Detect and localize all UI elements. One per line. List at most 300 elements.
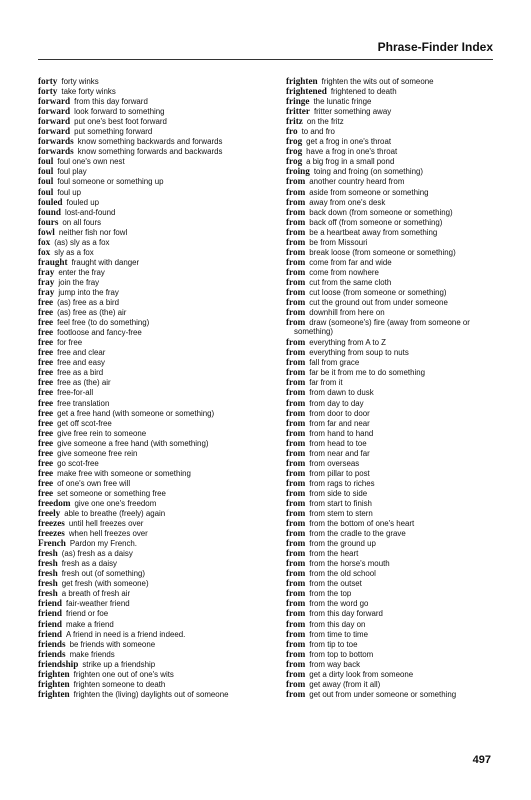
index-phrase: (as) fresh as a daisy [61, 549, 133, 559]
index-entry [286, 488, 496, 498]
index-phrase: fouled up [66, 197, 99, 207]
index-column-right [286, 76, 496, 699]
index-entry [286, 327, 496, 337]
index-headword: from [286, 216, 306, 227]
index-phrase: away from one's desk [309, 197, 386, 207]
index-entry [38, 518, 276, 528]
index-phrase: (as) free as a bird [57, 298, 119, 308]
index-entry [38, 408, 276, 418]
index-phrase: from the outset [309, 579, 362, 589]
index-headword: free [38, 437, 54, 448]
index-entry [286, 478, 496, 488]
index-headword: fraught [38, 256, 68, 267]
index-headword: free [38, 367, 54, 378]
index-headword: free [38, 427, 54, 438]
index-entry [286, 538, 496, 548]
index-headword: from [286, 668, 306, 679]
index-phrase: foul up [57, 187, 82, 197]
index-phrase: when hell freezes over [68, 529, 148, 539]
index-entry [286, 307, 496, 317]
index-entry [38, 377, 276, 387]
index-phrase: a breath of fresh air [61, 589, 131, 599]
index-phrase: put one's best foot forward [74, 117, 167, 127]
index-phrase: fall from grace [309, 358, 360, 368]
index-headword: from [286, 457, 306, 468]
index-headword: friend [38, 608, 62, 619]
index-headword: free [38, 347, 54, 358]
index-phrase: Pardon my French. [69, 539, 138, 549]
index-phrase: get a free hand (with someone or something) [57, 408, 215, 418]
index-entry [286, 468, 496, 478]
index-phrase: to and fro [301, 127, 335, 137]
index-entry [38, 257, 276, 267]
index-entry [286, 166, 496, 176]
index-headword: forward [38, 106, 71, 117]
index-phrase: cut from the same cloth [309, 277, 392, 287]
index-entry [38, 86, 276, 96]
index-entry [38, 558, 276, 568]
index-headword: friend [38, 618, 62, 629]
index-headword: fringe [286, 96, 310, 107]
index-entry [286, 498, 496, 508]
index-entry [38, 438, 276, 448]
index-phrase: put something forward [74, 127, 153, 137]
index-headword: free [38, 457, 54, 468]
index-phrase: back off (from someone or something) [309, 217, 443, 227]
index-phrase: jump into the fray [58, 287, 119, 297]
index-phrase: give someone a free hand (with something) [57, 438, 209, 448]
index-entry [286, 398, 496, 408]
index-entry [286, 408, 496, 418]
index-phrase: know something forwards and backwards [77, 147, 223, 157]
index-headword: from [286, 286, 306, 297]
index-headword: free [38, 307, 54, 318]
index-entry [286, 227, 496, 237]
index-entry [38, 649, 276, 659]
index-phrase: make free with someone or something [57, 468, 191, 478]
index-headword: from [286, 256, 306, 267]
index-headword: from [286, 367, 306, 378]
index-entry [38, 598, 276, 608]
index-phrase: be from Missouri [309, 237, 368, 247]
index-entry [286, 428, 496, 438]
index-phrase: get away (from it all) [309, 679, 381, 689]
index-phrase: get out from under someone or something [309, 689, 457, 699]
index-phrase: free as (the) air [57, 378, 111, 388]
index-headword: friendship [38, 658, 79, 669]
index-headword: found [38, 206, 61, 217]
index-entry [286, 528, 496, 538]
index-entry [38, 528, 276, 538]
index-phrase: of one's own free will [57, 478, 131, 488]
index-headword: from [286, 176, 306, 187]
index-headword: from [286, 407, 306, 418]
index-phrase: from overseas [309, 458, 360, 468]
index-phrase: able to breathe (freely) again [64, 509, 166, 519]
index-entry [38, 156, 276, 166]
index-entry [38, 317, 276, 327]
index-headword: from [286, 297, 306, 308]
index-phrase: aside from someone or something [309, 187, 429, 197]
index-phrase: set someone or something free [57, 488, 166, 498]
index-phrase: something) [294, 327, 334, 337]
index-headword: fro [286, 126, 298, 137]
index-headword: freely [38, 508, 61, 519]
index-phrase: free translation [57, 398, 110, 408]
index-headword: forwards [38, 146, 74, 157]
index-entry [38, 488, 276, 498]
index-entry [286, 679, 496, 689]
index-headword: freezes [38, 518, 65, 529]
index-headword: from [286, 648, 306, 659]
index-phrase: foul one's own nest [57, 157, 125, 167]
index-headword: from [286, 467, 306, 478]
index-phrase: lost-and-found [64, 207, 116, 217]
index-headword: from [286, 518, 306, 529]
index-entry [286, 619, 496, 629]
index-phrase: fritter something away [313, 107, 392, 117]
index-entry [286, 96, 496, 106]
index-entry [286, 257, 496, 267]
index-entry [286, 558, 496, 568]
index-headword: free [38, 357, 54, 368]
index-headword: from [286, 226, 306, 237]
index-headword: frog [286, 146, 303, 157]
index-entry [38, 207, 276, 217]
index-headword: from [286, 447, 306, 458]
index-phrase: neither fish nor fowl [58, 227, 128, 237]
index-headword: fray [38, 266, 55, 277]
index-headword: frighten [38, 668, 70, 679]
index-phrase: come from far and wide [309, 257, 392, 267]
running-header-title: Phrase-Finder Index [377, 40, 493, 54]
index-phrase: from the horse's mouth [309, 559, 390, 569]
index-entry [38, 508, 276, 518]
index-headword: fresh [38, 588, 58, 599]
index-headword: fritz [286, 116, 303, 127]
index-phrase: from start to finish [309, 498, 372, 508]
index-headword: from [286, 477, 306, 488]
index-phrase: feel free (to do something) [57, 318, 150, 328]
index-entry [38, 398, 276, 408]
index-entry [38, 217, 276, 227]
index-headword: friend [38, 598, 62, 609]
index-entry [38, 458, 276, 468]
index-headword: frighten [38, 688, 70, 699]
index-entry [286, 217, 496, 227]
index-entry [38, 448, 276, 458]
index-entry [286, 86, 496, 96]
index-entry [38, 327, 276, 337]
index-headword: from [286, 628, 306, 639]
index-entry [38, 176, 276, 186]
page-number: 497 [472, 754, 491, 766]
index-phrase: go scot-free [57, 458, 99, 468]
index-headword: free [38, 337, 54, 348]
index-phrase: frightened to death [330, 87, 397, 97]
index-phrase: from head to toe [309, 438, 367, 448]
index-phrase: free and clear [57, 348, 106, 358]
index-entry [286, 639, 496, 649]
index-headword: frog [286, 156, 303, 167]
index-phrase: another country heard from [309, 177, 405, 187]
index-headword: fresh [38, 548, 58, 559]
index-headword: fox [38, 246, 51, 257]
index-entry [286, 267, 496, 277]
index-headword: from [286, 548, 306, 559]
index-headword: French [38, 538, 66, 549]
index-headword: from [286, 347, 306, 358]
index-phrase: come from nowhere [309, 267, 379, 277]
index-phrase: friend or foe [66, 609, 109, 619]
index-headword: forward [38, 96, 71, 107]
index-entry [38, 588, 276, 598]
index-phrase: from time to time [309, 629, 368, 639]
index-phrase: give one one's freedom [74, 498, 157, 508]
index-headword: forward [38, 126, 71, 137]
index-entry [286, 458, 496, 468]
index-phrase: enter the fray [58, 267, 105, 277]
index-phrase: everything from soup to nuts [309, 348, 409, 358]
index-phrase: have a frog in one's throat [306, 147, 398, 157]
index-phrase: from day to day [309, 398, 364, 408]
index-headword: free [38, 327, 54, 338]
index-headword: froing [286, 166, 310, 177]
index-entry [38, 367, 276, 377]
index-entry [286, 337, 496, 347]
index-headword: frightened [286, 86, 327, 97]
index-headword: fouled [38, 196, 63, 207]
index-headword: from [286, 206, 306, 217]
index-headword: free [38, 467, 54, 478]
index-entry [38, 96, 276, 106]
index-headword: from [286, 357, 306, 368]
index-entry [38, 428, 276, 438]
index-headword: from [286, 558, 306, 569]
index-entry [38, 187, 276, 197]
index-phrase: make friends [69, 649, 115, 659]
index-entry [286, 247, 496, 257]
index-phrase: on all fours [62, 217, 102, 227]
index-phrase: the lunatic fringe [313, 97, 372, 107]
index-entry [38, 237, 276, 247]
index-headword: from [286, 317, 306, 328]
index-entry [38, 347, 276, 357]
index-phrase: from this day forward [309, 609, 383, 619]
index-phrase: everything from A to Z [309, 338, 386, 348]
index-phrase: from stem to stern [309, 509, 373, 519]
index-headword: from [286, 397, 306, 408]
index-headword: from [286, 246, 306, 257]
index-entry [286, 237, 496, 247]
index-entry [38, 146, 276, 156]
index-phrase: look forward to something [74, 107, 165, 117]
index-headword: from [286, 417, 306, 428]
index-phrase: be a heartbeat away from something [309, 227, 438, 237]
index-entry [286, 347, 496, 357]
index-entry [286, 187, 496, 197]
index-entry [38, 669, 276, 679]
index-headword: forty [38, 86, 58, 97]
index-phrase: from the word go [309, 599, 369, 609]
index-phrase: from way back [309, 659, 361, 669]
index-entry [38, 307, 276, 317]
index-entry [286, 508, 496, 518]
index-phrase: from the heart [309, 549, 359, 559]
index-entry [286, 598, 496, 608]
index-headword: from [286, 688, 306, 699]
index-entry [286, 377, 496, 387]
index-phrase: A friend in need is a friend indeed. [66, 629, 186, 639]
index-headword: free [38, 297, 54, 308]
index-entry [38, 247, 276, 257]
index-entry [38, 166, 276, 176]
index-entry [286, 568, 496, 578]
index-headword: free [38, 397, 54, 408]
index-phrase: free as a bird [57, 368, 104, 378]
index-entry [38, 659, 276, 669]
index-entry [38, 468, 276, 478]
index-phrase: know something backwards and forwards [77, 137, 223, 147]
index-entry [38, 76, 276, 86]
index-entry [286, 367, 496, 377]
index-entry [286, 689, 496, 699]
index-phrase: (as) sly as a fox [54, 237, 110, 247]
index-entry [286, 126, 496, 136]
index-entry [38, 619, 276, 629]
index-entry [38, 297, 276, 307]
index-entry [38, 679, 276, 689]
index-headword: from [286, 578, 306, 589]
index-headword: from [286, 487, 306, 498]
index-headword: from [286, 608, 306, 619]
index-headword: from [286, 678, 306, 689]
index-phrase: from door to door [309, 408, 370, 418]
index-entry [286, 146, 496, 156]
index-headword: from [286, 186, 306, 197]
index-headword: from [286, 427, 306, 438]
index-entry [38, 689, 276, 699]
index-entry [286, 387, 496, 397]
index-headword: from [286, 337, 306, 348]
index-entry [286, 106, 496, 116]
index-phrase: from hand to hand [309, 428, 374, 438]
index-phrase: frighten one out of one's wits [73, 669, 174, 679]
index-headword: from [286, 196, 306, 207]
index-headword: fowl [38, 226, 55, 237]
header-rule [38, 59, 493, 60]
index-phrase: fraught with danger [71, 257, 140, 267]
index-headword: from [286, 588, 306, 599]
index-phrase: far from it [309, 378, 343, 388]
index-phrase: from tip to toe [309, 639, 358, 649]
index-headword: fritter [286, 106, 310, 117]
index-entry [286, 448, 496, 458]
index-phrase: from near and far [309, 448, 370, 458]
index-phrase: toing and froing (on something) [313, 167, 424, 177]
index-phrase: strike up a friendship [82, 659, 156, 669]
index-headword: fresh [38, 558, 58, 569]
index-entry [286, 297, 496, 307]
index-headword: from [286, 618, 306, 629]
index-phrase: from far and near [309, 418, 370, 428]
index-entry [286, 116, 496, 126]
index-entry [38, 337, 276, 347]
index-headword: from [286, 538, 306, 549]
index-phrase: from pillar to post [309, 468, 370, 478]
index-headword: from [286, 377, 306, 388]
index-phrase: from the ground up [309, 539, 376, 549]
index-headword: foul [38, 166, 54, 177]
index-phrase: cut the ground out from under someone [309, 298, 448, 308]
index-entry [38, 357, 276, 367]
index-entry [286, 197, 496, 207]
index-headword: free [38, 387, 54, 398]
index-phrase: from this day on [309, 619, 366, 629]
index-entry [38, 578, 276, 588]
index-phrase: back down (from someone or something) [309, 207, 453, 217]
index-entry [38, 106, 276, 116]
index-entry [38, 267, 276, 277]
index-entry [286, 287, 496, 297]
index-phrase: foul play [57, 167, 87, 177]
index-entry [286, 76, 496, 86]
index-phrase: fresh as a daisy [61, 559, 117, 569]
index-phrase: make a friend [66, 619, 114, 629]
index-headword: fray [38, 286, 55, 297]
index-headword: fours [38, 216, 59, 227]
index-phrase: get a frog in one's throat [306, 137, 392, 147]
index-phrase: frighten someone to death [73, 679, 166, 689]
index-headword: fresh [38, 578, 58, 589]
index-phrase: footloose and fancy-free [57, 328, 142, 338]
index-headword: foul [38, 156, 54, 167]
index-headword: friend [38, 628, 62, 639]
index-entry [38, 498, 276, 508]
index-headword: fray [38, 276, 55, 287]
index-headword: from [286, 598, 306, 609]
index-phrase: far be it from me to do something [309, 368, 426, 378]
index-headword: from [286, 266, 306, 277]
index-entry [286, 277, 496, 287]
index-phrase: from rags to riches [309, 478, 375, 488]
index-entry [38, 538, 276, 548]
index-phrase: foul someone or something up [57, 177, 164, 187]
index-headword: free [38, 377, 54, 388]
index-phrase: give free rein to someone [57, 428, 147, 438]
index-headword: freezes [38, 528, 65, 539]
index-entry [38, 629, 276, 639]
index-phrase: give someone free rein [57, 448, 138, 458]
index-phrase: get fresh (with someone) [61, 579, 149, 589]
index-entry [38, 548, 276, 558]
index-headword: freedom [38, 497, 71, 508]
index-entry [286, 156, 496, 166]
index-headword: free [38, 487, 54, 498]
index-headword: from [286, 568, 306, 579]
index-headword: free [38, 477, 54, 488]
index-entry [286, 176, 496, 186]
index-entry [38, 116, 276, 126]
index-entry [286, 207, 496, 217]
index-headword: from [286, 508, 306, 519]
index-entry [286, 629, 496, 639]
index-phrase: from top to bottom [309, 649, 374, 659]
index-phrase: forty winks [61, 77, 99, 86]
index-entry [38, 387, 276, 397]
index-headword: from [286, 658, 306, 669]
index-headword: from [286, 638, 306, 649]
